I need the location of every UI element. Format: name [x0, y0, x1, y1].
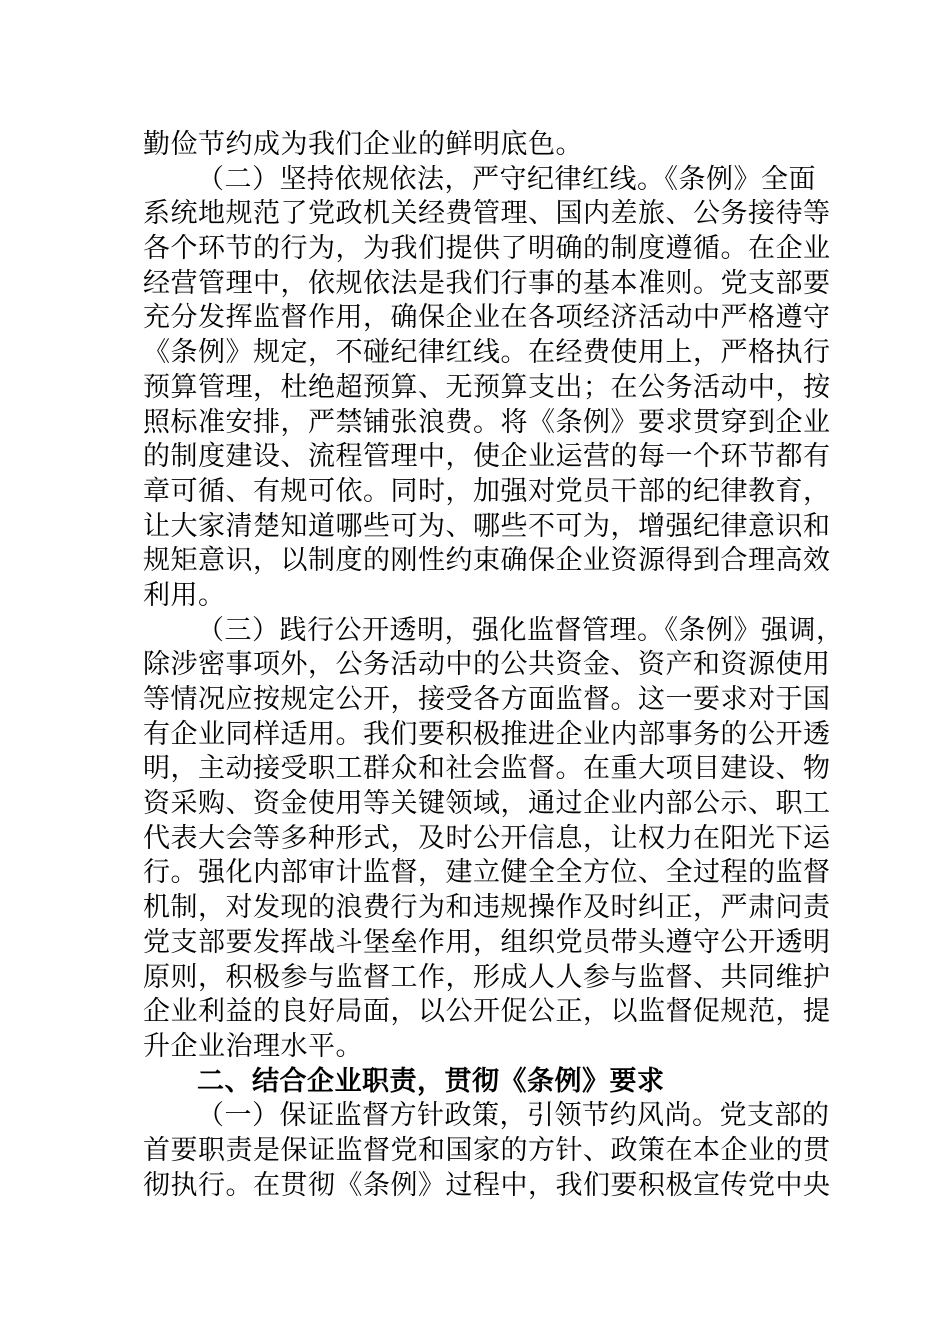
paragraph-start-line: （二）坚持依规依法，严守纪律红线。《条例》全面 — [197, 163, 816, 195]
text-line: 规矩意识，以制度的刚性约束确保企业资源得到合理高效 — [143, 545, 831, 577]
text-line: 有企业同样适用。我们要积极推进企业内部事务的公开透 — [143, 718, 831, 750]
text-line: 资采购、资金使用等关键领域，通过企业内部公示、职工 — [143, 788, 831, 820]
document-body — [143, 128, 844, 1203]
text-line: 明，主动接受职工群众和社会监督。在重大项目建设、物 — [143, 753, 831, 785]
section-heading: 二、结合企业职责，贯彻《条例》要求 — [197, 1065, 665, 1097]
text-line: 各个环节的行为，为我们提供了明确的制度遵循。在企业 — [143, 233, 831, 265]
text-line: 让大家清楚知道哪些可为、哪些不可为，增强纪律意识和 — [143, 510, 831, 542]
text-line: 首要职责是保证监督党和国家的方针、政策在本企业的贯 — [143, 1134, 831, 1166]
text-line: 照标准安排，严禁铺张浪费。将《条例》要求贯穿到企业 — [143, 406, 831, 438]
text-line: 原则，积极参与监督工作，形成人人参与监督、共同维护 — [143, 961, 831, 993]
text-line: 等情况应按规定公开，接受各方面监督。这一要求对于国 — [143, 684, 831, 715]
text-line: 除涉密事项外，公务活动中的公共资金、资产和资源使用 — [143, 649, 831, 681]
text-line: 企业利益的良好局面，以公开促公正，以监督促规范，提 — [143, 996, 831, 1028]
text-line: 彻执行。在贯彻《条例》过程中，我们要积极宣传党中央 — [143, 1169, 831, 1201]
text-line: 勤俭节约成为我们企业的鲜明底色。 — [143, 129, 583, 160]
text-line: 系统地规范了党政机关经费管理、国内差旅、公务接待等 — [143, 198, 831, 230]
text-line: 利用。 — [143, 579, 226, 611]
text-line: 升企业治理水平。 — [143, 1030, 363, 1062]
text-line: 党支部要发挥战斗堡垒作用，组织党员带头遵守公开透明 — [143, 926, 831, 958]
text-line: 《条例》规定，不碰纪律红线。在经费使用上，严格执行 — [143, 337, 831, 369]
text-line: 机制，对发现的浪费行为和违规操作及时纠正，严肃问责 — [143, 892, 831, 924]
paragraph-start-line: （一）保证监督方针政策，引领节约风尚。党支部的 — [197, 1100, 830, 1132]
text-line: 充分发挥监督作用，确保企业在各项经济活动中严格遵守 — [143, 302, 831, 334]
text-line: 代表大会等多种形式，及时公开信息，让权力在阳光下运 — [143, 822, 831, 854]
text-line: 的制度建设、流程管理中，使企业运营的每一个环节都有 — [143, 441, 831, 473]
text-line: 经营管理中，依规依法是我们行事的基本准则。党支部要 — [143, 267, 831, 299]
text-line: 章可循、有规可依。同时，加强对党员干部的纪律教育， — [143, 475, 831, 507]
paragraph-start-line: （三）践行公开透明，强化监督管理。《条例》强调， — [197, 614, 844, 646]
text-line: 行。强化内部审计监督，建立健全全方位、全过程的监督 — [143, 857, 831, 889]
text-line: 预算管理，杜绝超预算、无预算支出；在公务活动中，按 — [143, 371, 831, 403]
